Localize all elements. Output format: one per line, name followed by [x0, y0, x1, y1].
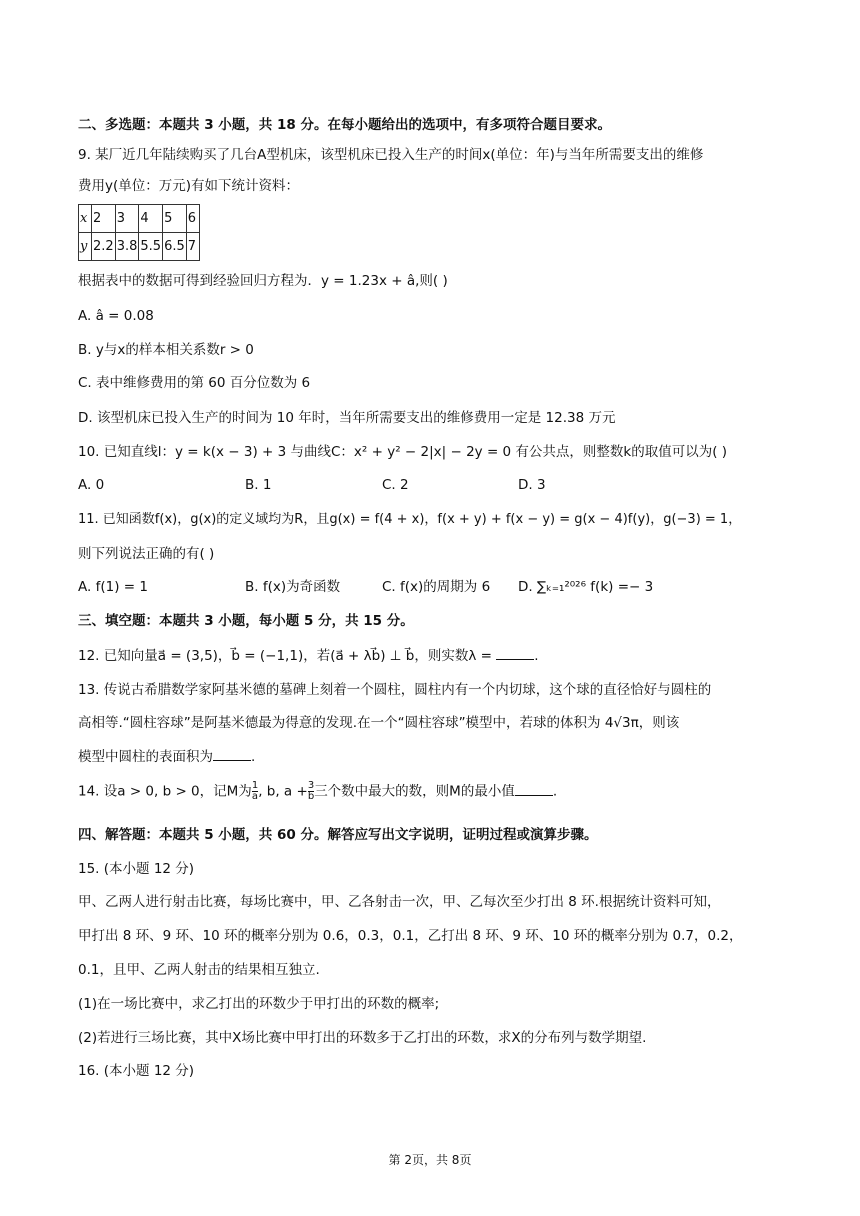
q11-stem-line2: 则下列说法正确的有( ) — [78, 546, 215, 562]
q9-option-d: D. 该型机床已投入生产的时间为 10 年时，当年所需要支出的维修费用一定是 12.38 万元 — [78, 410, 616, 426]
answer-blank — [496, 647, 534, 660]
q15-header: 15. (本小题 12 分) — [78, 861, 195, 877]
q15-stem-line1: 甲、乙两人进行射击比赛，每场比赛中，甲、乙各射击一次，甲、乙每次至少打出 8 环.根据统计资料可知， — [78, 894, 721, 910]
q14-post: 三个数中最大的数，则M的最小值 — [314, 783, 515, 800]
table-cell: 6 — [186, 205, 199, 233]
q9-regression-line: 根据表中的数据可得到经验回归方程为．y = 1.23x + â,则( ) — [78, 273, 448, 289]
answer-blank — [515, 783, 553, 796]
table-cell: 7 — [186, 233, 199, 261]
q14-pre: 14. 设a > 0, b > 0，记M为 — [78, 783, 252, 800]
q10-option-c: C. 2 — [382, 477, 409, 493]
table-cell: 6.5 — [163, 233, 187, 261]
q9-option-a: A. â = 0.08 — [78, 308, 154, 324]
q12-period: . — [534, 648, 539, 664]
section-multiple-choice-heading: 二、多选题：本题共 3 小题，共 18 分。在每小题给出的选项中，有多项符合题目要求。 — [78, 117, 611, 133]
section-solution-heading: 四、解答题：本题共 5 小题，共 60 分。解答应写出文字说明，证明过程或演算步骤。 — [78, 827, 598, 843]
table-cell: 5 — [163, 205, 187, 233]
table-row — [79, 233, 200, 261]
q11-stem-line1: 11. 已知函数f(x)，g(x)的定义域均为R，且g(x) = f(4 + x)，f(x + y) + f(x − y) = g(x − 4)f(y)，g(−3) = 1， — [78, 512, 742, 527]
table-row — [79, 205, 200, 233]
q10-option-d: D. 3 — [518, 477, 546, 493]
q13-stem-line3 — [78, 748, 790, 766]
q10-stem: 10. 已知直线l：y = k(x − 3) + 3 与曲线C：x² + y² − 2|x| − 2y = 0 有公共点，则整数k的取值可以为( ) — [78, 444, 728, 460]
section-fill-blank-heading: 三、填空题：本题共 3 小题，每小题 5 分，共 15 分。 — [78, 613, 414, 629]
q11-option-d: D. ∑ₖ₌₁²⁰²⁶ f(k) =− 3 — [518, 579, 654, 595]
fraction-denominator: b — [307, 791, 315, 802]
q9-data-table — [78, 204, 200, 261]
table-cell: y — [79, 233, 92, 261]
q16-header: 16. (本小题 12 分) — [78, 1063, 195, 1079]
table-cell: x — [79, 205, 92, 233]
q12-text: 12. 已知向量a⃗ = (3,5)，b⃗ = (−1,1)，若(a⃗ + λb⃗) ⊥ b⃗，则实数λ = — [78, 648, 492, 664]
q14-stem — [78, 781, 790, 802]
fraction-denominator: a — [251, 791, 259, 802]
table-cell: 4 — [139, 205, 163, 233]
fraction-numerator: 1 — [251, 780, 259, 791]
q14-mid: , b, a + — [258, 783, 308, 800]
table-cell: 5.5 — [139, 233, 163, 261]
fraction-numerator: 3 — [307, 780, 315, 791]
table-cell: 2 — [92, 205, 116, 233]
answer-blank — [213, 748, 251, 761]
q12-stem — [78, 647, 790, 665]
q9-stem-line2: 费用y(单位：万元)有如下统计资料： — [78, 178, 300, 194]
q9-stem-line1: 9. 某厂近几年陆续购买了几台A型机床，该型机床已投入生产的时间x(单位：年)与当年所需要支出的维修 — [78, 147, 704, 163]
table-cell: 3 — [115, 205, 139, 233]
table-cell: 3.8 — [115, 233, 139, 261]
q13-stem-line2: 高相等.“圆柱容球”是阿基米德最为得意的发现.在一个“圆柱容球”模型中，若球的体积为 4√3π，则该 — [78, 715, 680, 731]
q13-period: . — [251, 749, 256, 765]
page-footer: 第 2页，共 8页 — [388, 1153, 472, 1167]
q15-stem-line3: 0.1，且甲、乙两人射击的结果相互独立. — [78, 962, 320, 978]
q15-stem-line2: 甲打出 8 环、9 环、10 环的概率分别为 0.6，0.3，0.1，乙打出 8 环、9 环、10 环的概率分别为 0.7，0.2， — [78, 928, 743, 944]
q11-option-b: B. f(x)为奇函数 — [245, 579, 341, 595]
q13-stem-line1: 13. 传说古希腊数学家阿基米德的墓碑上刻着一个圆柱，圆柱内有一个内切球，这个球的直径恰好与圆柱的 — [78, 682, 712, 698]
q10-option-b: B. 1 — [245, 477, 272, 493]
q9-option-b: B. y与x的样本相关系数r > 0 — [78, 342, 254, 358]
q11-option-c: C. f(x)的周期为 6 — [382, 579, 491, 595]
q15-part-1: (1)在一场比赛中，求乙打出的环数少于甲打出的环数的概率; — [78, 996, 440, 1012]
q15-part-2: (2)若进行三场比赛，其中X场比赛中甲打出的环数多于乙打出的环数，求X的分布列与数学期望. — [78, 1030, 647, 1046]
q13-text: 模型中圆柱的表面积为 — [78, 749, 213, 765]
q11-option-a: A. f(1) = 1 — [78, 579, 148, 595]
q10-option-a: A. 0 — [78, 477, 105, 493]
q9-option-c: C. 表中维修费用的第 60 百分位数为 6 — [78, 375, 311, 391]
table-cell: 2.2 — [92, 233, 116, 261]
q14-period: . — [552, 783, 558, 800]
